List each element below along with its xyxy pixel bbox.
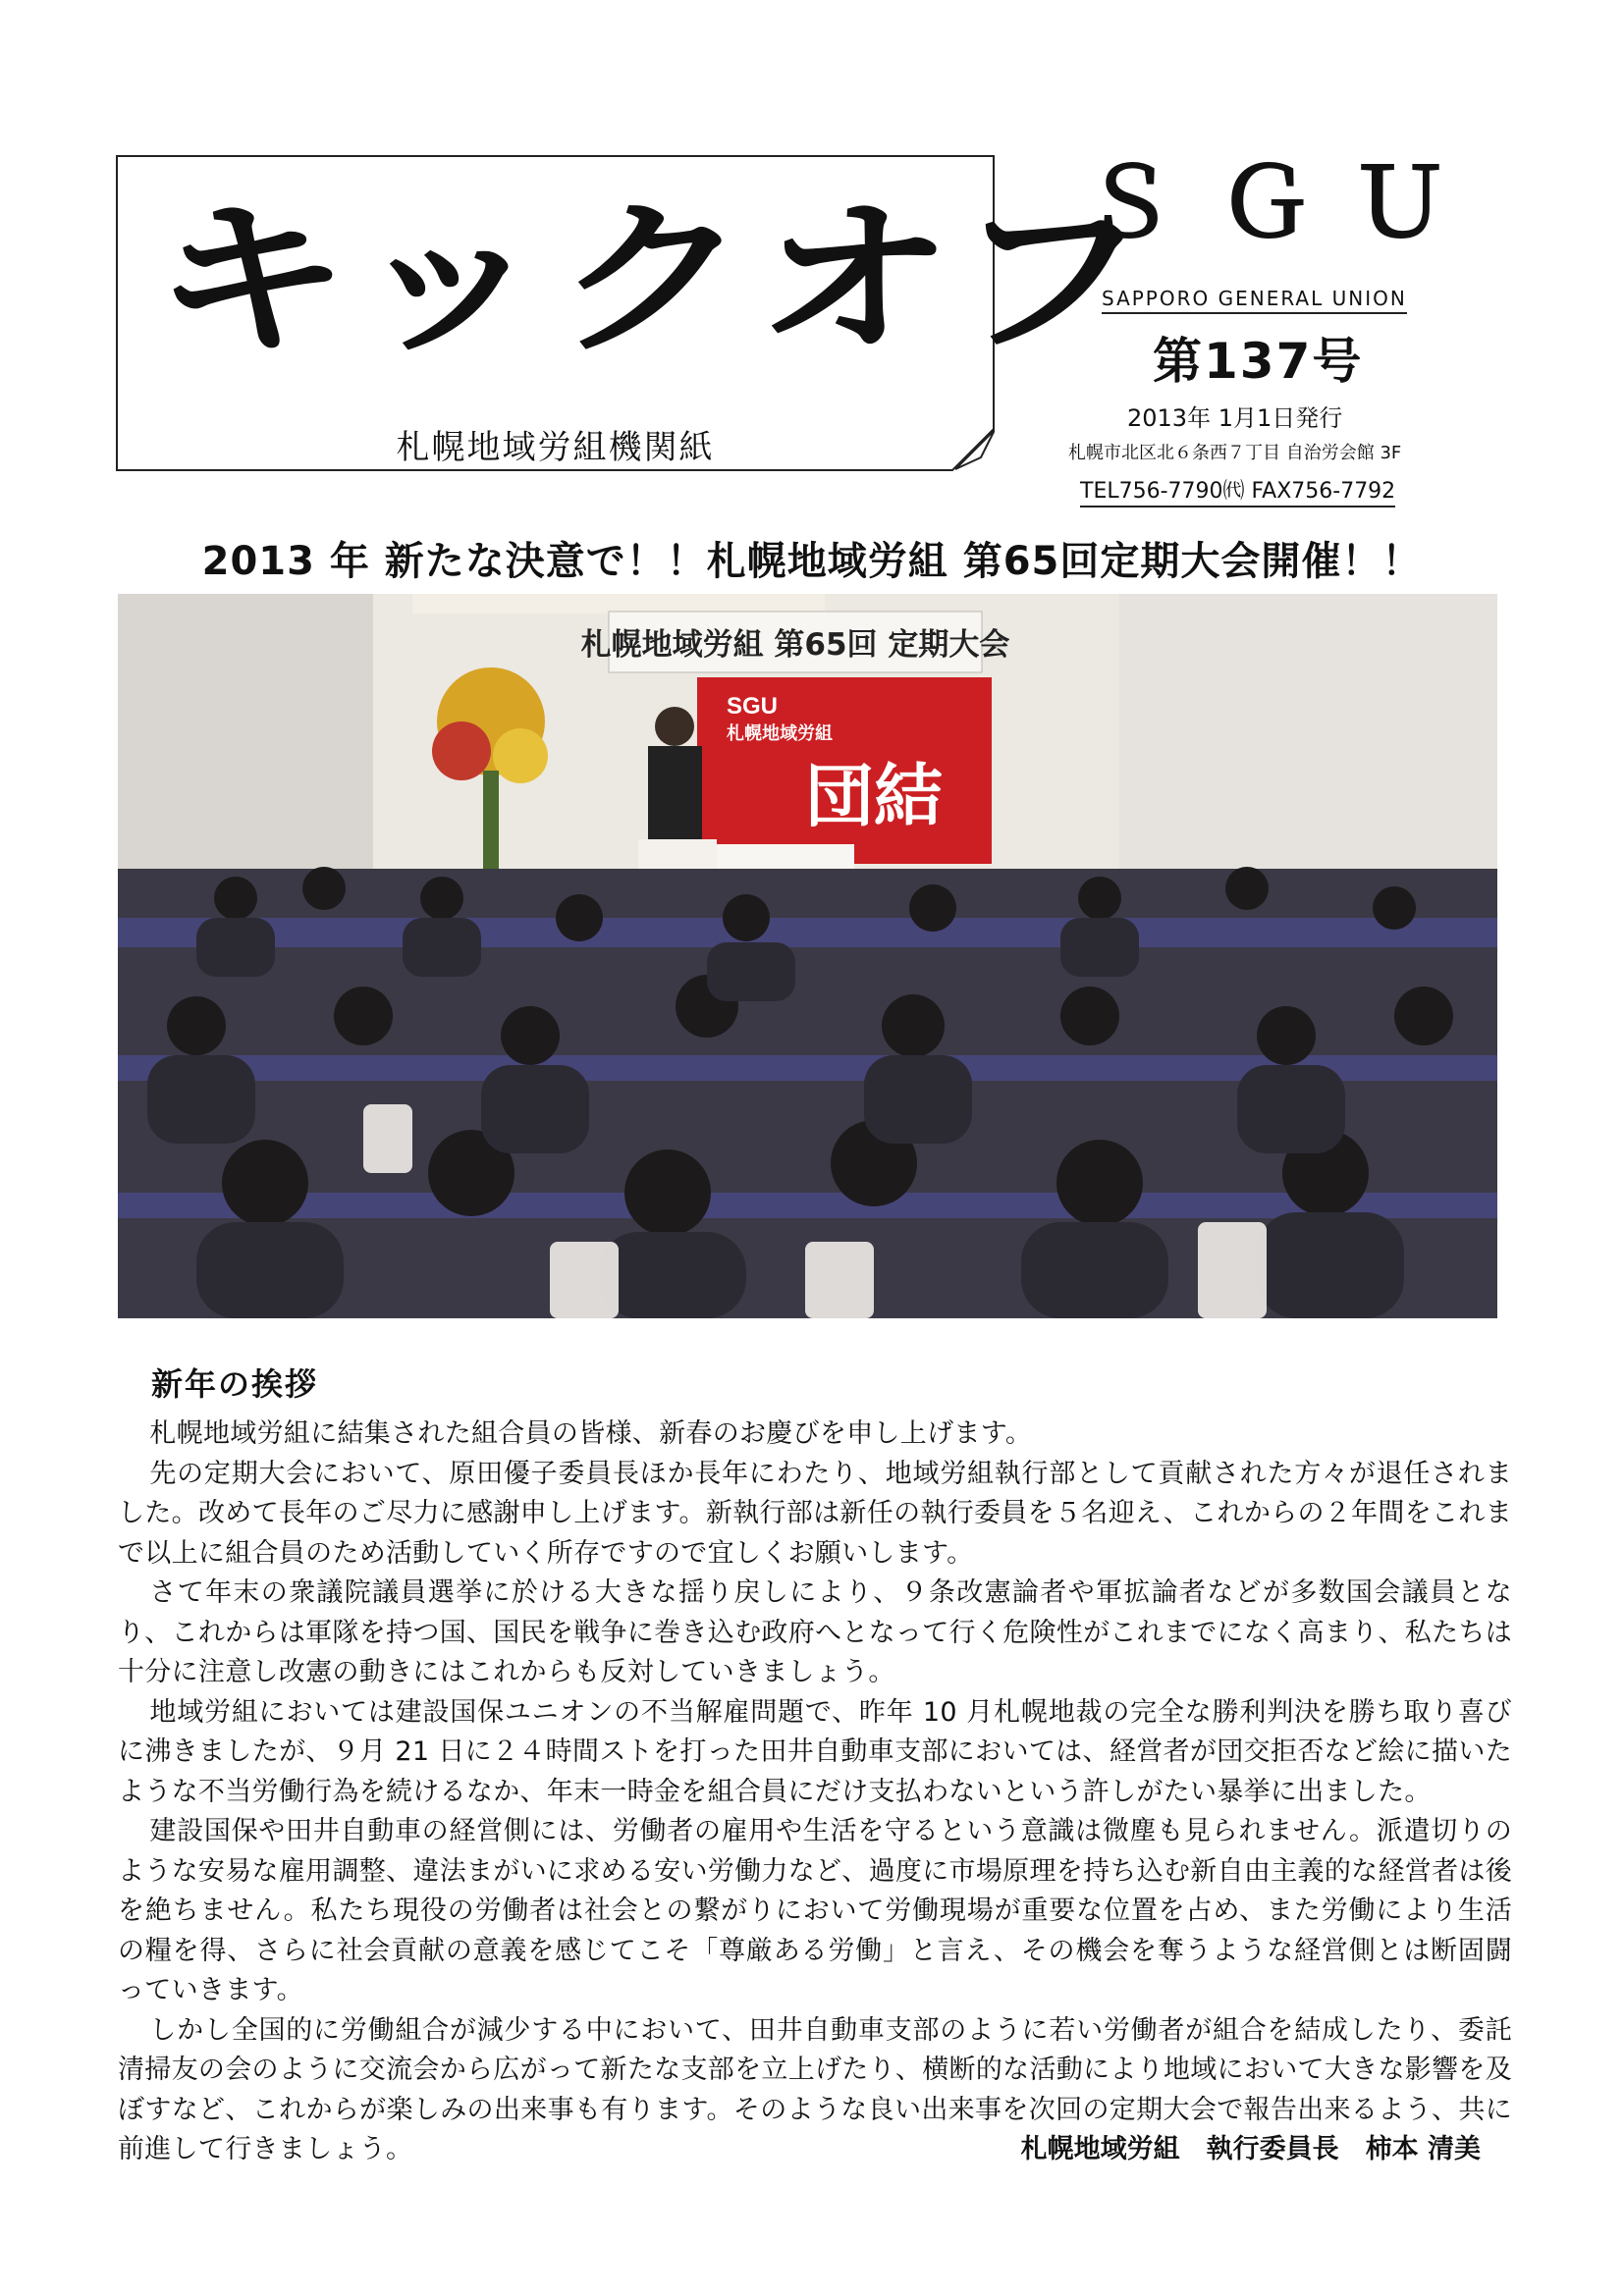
issue-tel-fax: TEL756-7790㈹ FAX756-7792: [1080, 474, 1395, 507]
flag-big-text: 団結: [805, 756, 943, 836]
issue-header: [1041, 151, 1512, 507]
issue-date: 2013年 1月1日発行: [1127, 404, 1343, 432]
issue-address: 札幌市北区北６条西７丁目 自治労会館 3F: [1068, 443, 1402, 463]
masthead: [116, 155, 1156, 471]
headline: 2013 年 新たな決意で！！札幌地域労組 第65回定期大会開催！！: [201, 539, 1423, 584]
article-paragraph: 先の定期大会において、原田優子委員長ほか長年にわたり、地域労組執行部として貢献された方々が退任されました。改めて長年のご尽力に感謝申し上げます。新執行部は新任の執行委員を５名迎え、これからの２年間をこれまで以上に組合員のため活動していく所存ですので宜しくお願いします。: [118, 1458, 1512, 1569]
article-paragraph: しかし全国的に労働組合が減少する中において、田井自動車支部のように若い労働者が組合を結成したり、委託清掃友の会のように交流会から広がって新たな支部を立上げたり、横断的な活動により地域において大きな影響を及ぼすなど、これからが楽しみの出来事も有ります。そのような良い出来事を次回の定期大会で報告出来るよう、共に前進して行きましょう。: [118, 2014, 1512, 2164]
article-signature: 札幌地域労組 執行委員長 柿本 清美: [1020, 2134, 1481, 2164]
sgu-logo: ＳＧＵ: [1082, 151, 1489, 256]
page-curl-icon: [951, 428, 995, 471]
union-name: SAPPORO GENERAL UNION: [1102, 287, 1407, 314]
banner-text: 札幌地域労組 第65回 定期大会: [580, 627, 1010, 663]
article-paragraph: 札幌地域労組に結集された組合員の皆様、新春のお慶びを申し上げます。: [149, 1418, 1033, 1449]
article-last-block: [118, 2011, 1512, 2170]
flag-union-text: 札幌地域労組: [727, 723, 833, 744]
new-year-greeting-article: [118, 1360, 1512, 2170]
issue-number: 第137号: [1153, 333, 1364, 390]
convention-photo: [118, 594, 1497, 1318]
article-heading: 新年の挨拶: [151, 1365, 319, 1403]
flag-sgu-text: SGU: [727, 693, 779, 720]
article-paragraph: さて年末の衆議院議員選挙に於ける大きな揺り戻しにより、９条改憲論者や軍拡論者などが多数国会議員となり、これからは軍隊を持つ国、国民を戦争に巻き込む政府へとなって行く危険性がこれまでになく高まり、私たちは十分に注意し改憲の動きにはこれからも反対していきましょう。: [118, 1577, 1512, 1687]
article-paragraph: 地域労組においては建設国保ユニオンの不当解雇問題で、昨年 10 月札幌地裁の完全な勝利判決を勝ち取り喜びに沸きましたが、９月 21 日に２４時間ストを打った田井自動車支部においては、経営者が団交拒否など絵に描いたような不当労働行為を続けるなか、年末一時金を組合員にだけ支払わないという許しがたい暴挙に出ました。: [118, 1696, 1512, 1807]
article-paragraph: 建設国保や田井自動車の経営側には、労働者の雇用や生活を守るという意識は微塵も見られません。派遣切りのような安易な雇用調整、違法まがいに求める安い労働力など、過度に市場原理を持ち込む新自由主義的な経営者は後を絶ちません。私たち現役の労働者は社会との繋がりにおいて労働現場が重要な位置を占め、また労働により生活の糧を得、さらに社会貢献の意義を感じてこそ「尊厳ある労働」と言え、その機会を奪うような経営側とは断固闘っていきます。: [118, 1816, 1512, 2005]
masthead-title: キックオフ: [153, 182, 1156, 379]
masthead-subtitle: 札幌地域労組機関紙: [396, 428, 715, 467]
